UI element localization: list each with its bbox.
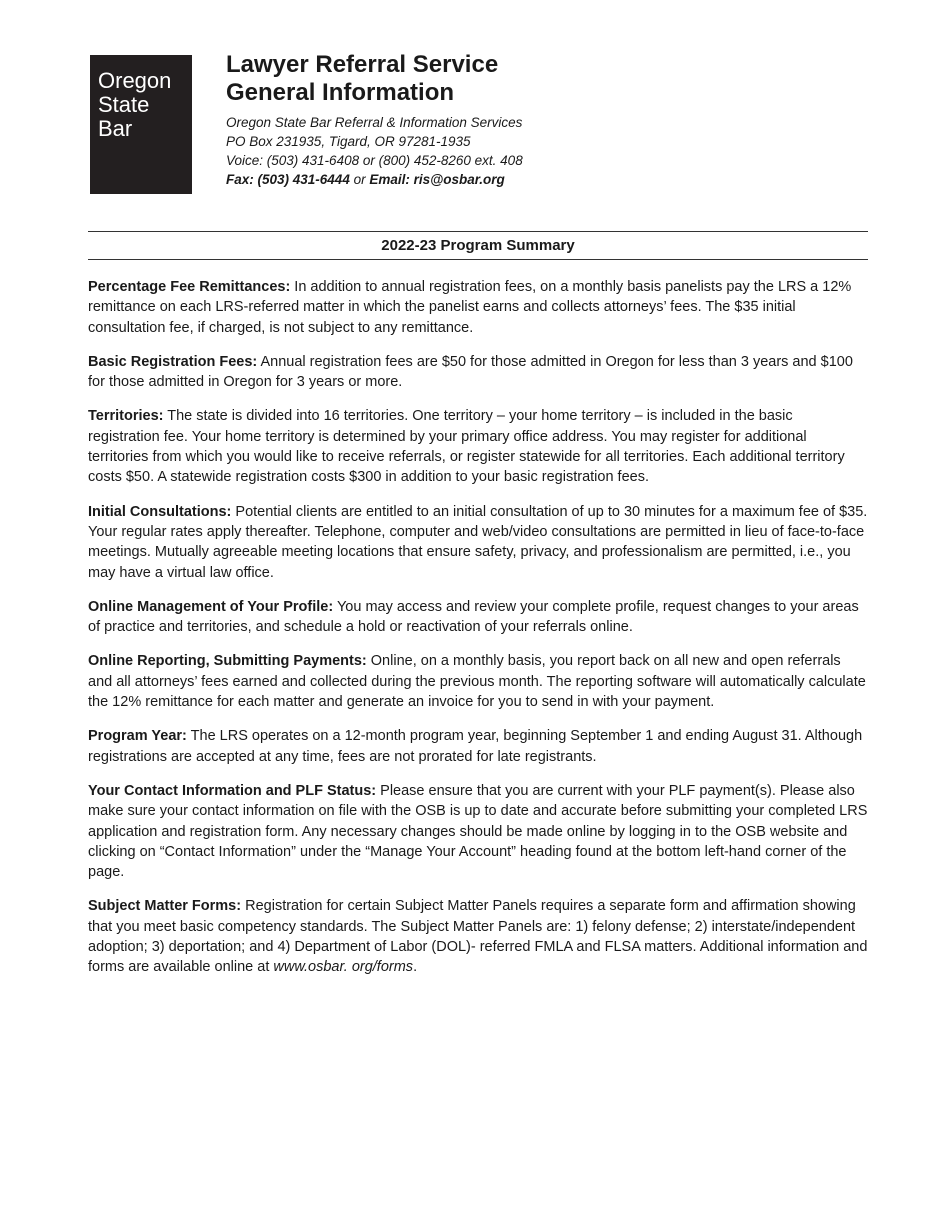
section-text: Please ensure that you are current with your PLF payment(s). Please also make sure your contact information on file with the OSB is up to date and accurate before submitting your completed LRS application and registration form. Any necessary changes should be made online by logging in to the OSB website and clicking on “Contact Information” under the “Manage Your Account” heading found at the bottom left-hand corner of the page. [88,782,868,881]
section-subject-matter [88,896,868,977]
summary-title: 2022-23 Program Summary [381,237,575,254]
section-percentage-fee [88,277,868,338]
email-address[interactable]: Email: ris@osbar.org [369,172,505,187]
title-line-2: General Information [226,79,455,106]
or-text: or [349,172,370,187]
section-label: Territories: [88,408,164,425]
section-label: Basic Registration Fees: [88,353,258,370]
section-online-reporting [88,651,868,712]
section-text: Potential clients are entitled to an initial consultation of up to 30 minutes for a maximum fee of $35. Your regular rates apply thereafter. Telephone, computer and web/video consultations are permitted in lieu of face-to-face meetings. Mutually agreeable meeting locations that ensure safety, privacy, and professionalism are permitted, i.e., you may have a virtual law office. [88,503,868,581]
section-text: The LRS operates on a 12-month program year, beginning September 1 and ending August 31. Although registrations are accepted at any time, fees are not prorated for late registrants. [88,728,863,765]
summary-rule-top [88,231,868,232]
section-label: Your Contact Information and PLF Status: [88,782,377,799]
oregon-state-bar-logo [90,55,192,194]
logo-line-oregon: Oregon [98,68,172,93]
section-text: The state is divided into 16 territories. One territory – your home territory – is included in the basic registration fee. Your home territory is determined by your primary office address. You may register for additional territories from which you would like to receive referrals, or register statewide for all territories. Each additional territory costs $50. A statewide registration costs $300 in addition to your basic registration fees. [88,408,845,486]
fax-number: Fax: (503) 431-6444 [226,172,350,187]
section-online-profile [88,597,868,638]
section-text: You may access and review your complete profile, request changes to your areas of practice and territories, and schedule a hold or reactivation of your referrals online. [88,598,859,636]
document-header [226,51,866,189]
section-label: Online Management of Your Profile: [88,598,334,615]
voice-phone: Voice: (503) 431-6408 or (800) 452-8260 ext. 408 [226,153,523,168]
summary-rule-bottom [88,259,868,260]
section-text: Online, on a monthly basis, you report back on all new and open referrals and all attorneys’ fees earned and collected during the previous month. The reporting software will automatically calculate the 12% remittance for each matter and generate an invoice for you to send in with your payment. [88,653,866,711]
section-text: In addition to annual registration fees, on a monthly basis panelists pay the LRS a 12% remittance on each LRS-referred matter in which the panelist earns and collects attorneys’ fees. The $35 initial consultation fee, if charged, is not subject to any remittance. [88,279,852,336]
section-territories [88,406,868,487]
section-contact-plf [88,781,868,882]
section-label: Percentage Fee Remittances: [88,279,291,295]
logo-wordmark [98,69,171,141]
document-title [226,51,866,107]
mailing-address: PO Box 231935, Tigard, OR 97281-1935 [226,134,471,149]
forms-link[interactable]: www.osbar. org/forms [273,959,414,976]
section-text: Registration for certain Subject Matter Panels requires a separate form and affirmation showing that you meet basic competency standards. The Subject Matter Panels are: 1) felony defense; 2) interstate/independent adoption; 3) deportation; and 4) Department of Labor (DOL)- referred FMLA and FLSA matters. Additional information and forms are available online at [88,898,868,976]
section-program-year [88,726,868,767]
program-summary-body [88,277,868,992]
section-basic-registration [88,352,868,393]
contact-block [226,113,866,189]
section-label: Subject Matter Forms: [88,898,242,915]
section-text: Annual registration fees are $50 for those admitted in Oregon for less than 3 years and $100 for those admitted in Oregon for 3 years or more. [88,353,853,391]
title-line-1: Lawyer Referral Service [226,51,499,78]
section-label: Online Reporting, Submitting Payments: [88,653,367,670]
section-initial-consultations [88,502,868,583]
organization-name: Oregon State Bar Referral & Information Services [226,115,523,130]
logo-line-bar: Bar [98,116,133,141]
section-label: Program Year: [88,728,187,745]
fax-email-line [226,170,866,189]
section-label: Initial Consultations: [88,503,232,520]
logo-line-state: State [98,92,150,117]
section-text-end: . [413,959,418,976]
